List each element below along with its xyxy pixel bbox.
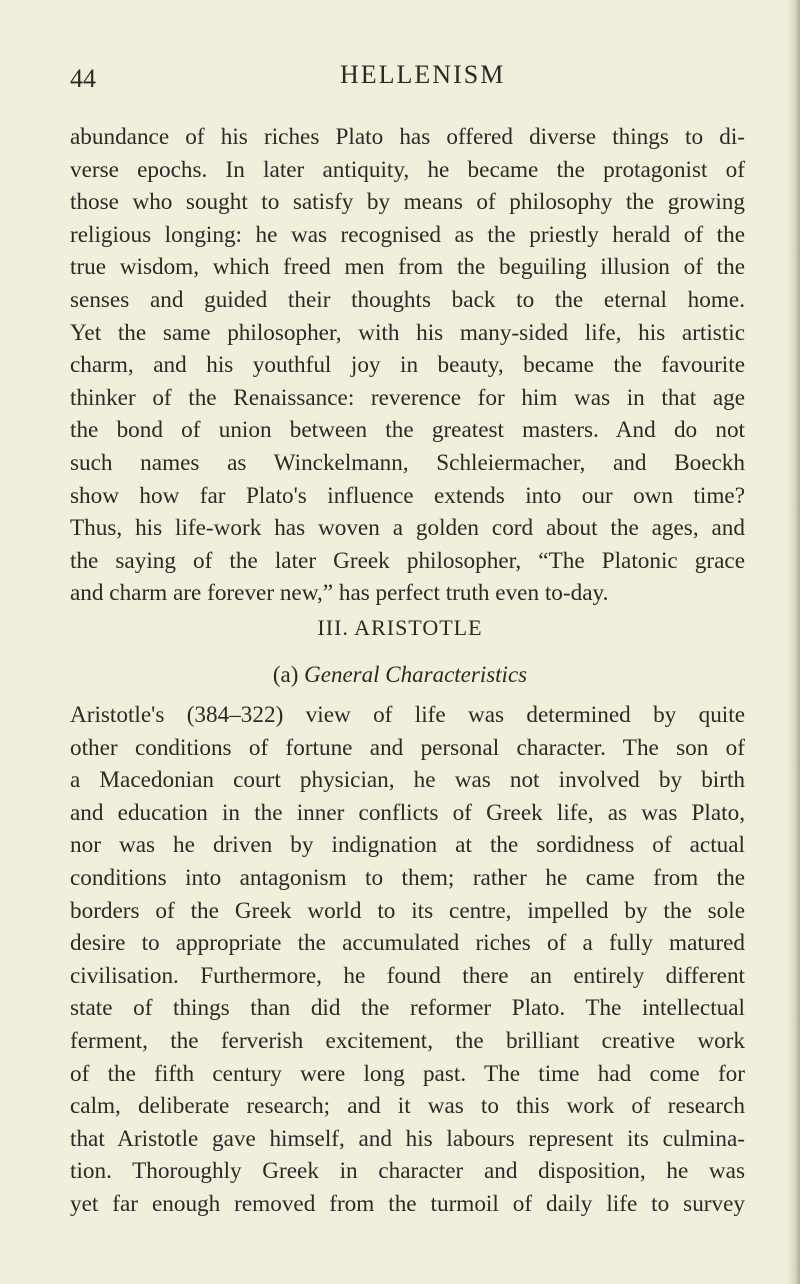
- text-line: other conditions of fortune and personal character. The son of: [70, 734, 745, 761]
- text-line: Yet the same philosopher, with his many-sided life, his artistic: [70, 319, 745, 346]
- text-line: desire to appropriate the accumulated riches of a fully matured: [70, 930, 745, 957]
- text-line: conditions into antagonism to them; rather he came from the: [70, 864, 745, 891]
- text-line: state of things than did the reformer Plato. The intellectual: [70, 995, 745, 1022]
- paragraph-plato-legacy: [70, 121, 745, 610]
- text-line: true wisdom, which freed men from the beguiling illusion of the: [70, 254, 745, 281]
- text-line: civilisation. Furthermore, he found there an entirely different: [70, 962, 745, 989]
- text-line: of the fifth century were long past. The time had come for: [70, 1060, 745, 1087]
- page-edge-shadow: [786, 0, 800, 1284]
- subsection-title: General Characteristics: [304, 662, 528, 687]
- text-line: show how far Plato's influence extends into our own time?: [70, 482, 745, 509]
- text-line: tion. Thoroughly Greek in character and disposition, he was: [70, 1158, 745, 1185]
- text-line: ferment, the ferverish excitement, the brilliant creative work: [70, 1027, 745, 1054]
- text-line: Aristotle's (384–322) view of life was determined by quite: [70, 702, 745, 728]
- text-line: charm, and his youthful joy in beauty, became the favourite: [70, 352, 745, 379]
- paragraph-aristotle-intro: [70, 699, 745, 1221]
- text-line: and charm are forever new,” has perfect truth even to-day.: [70, 580, 609, 607]
- text-line: that Aristotle gave himself, and his labours represent its culmina-: [70, 1125, 745, 1152]
- text-line: calm, deliberate research; and it was to this work of research: [70, 1093, 745, 1120]
- text-line: and education in the inner conflicts of Greek life, as was Plato,: [70, 799, 745, 826]
- page-number: 44: [70, 64, 96, 93]
- page-header: [0, 58, 800, 98]
- running-head: HELLENISM: [340, 60, 506, 89]
- text-line: a Macedonian court physician, he was not involved by birth: [70, 767, 745, 794]
- text-line: abundance of his riches Plato has offered diverse things to di-: [70, 124, 745, 150]
- text-line: yet far enough removed from the turmoil of daily life to survey: [70, 1190, 745, 1217]
- text-line: nor was he driven by indignation at the sordidness of actual: [70, 832, 745, 859]
- text-line: those who sought to satisfy by means of philosophy the growing: [70, 189, 745, 216]
- section-heading: III. ARISTOTLE: [317, 615, 483, 640]
- text-line: such names as Winckelmann, Schleiermacher, and Boeckh: [70, 449, 745, 476]
- text-line: senses and guided their thoughts back to the eternal home.: [70, 286, 745, 313]
- subsection-heading: [0, 662, 800, 688]
- text-line: borders of the Greek world to its centre, impelled by the sole: [70, 897, 745, 924]
- text-line: religious longing: he was recognised as the priestly herald of the: [70, 221, 745, 248]
- text-line: verse epochs. In later antiquity, he became the protagonist of: [70, 156, 745, 183]
- subsection-label: (a): [272, 662, 299, 687]
- text-line: thinker of the Renaissance: reverence for him was in that age: [70, 384, 745, 411]
- text-line: Thus, his life-work has woven a golden cord about the ages, and: [70, 515, 745, 542]
- text-line: the bond of union between the greatest masters. And do not: [70, 417, 745, 444]
- text-line: the saying of the later Greek philosopher, “The Platonic grace: [70, 547, 745, 574]
